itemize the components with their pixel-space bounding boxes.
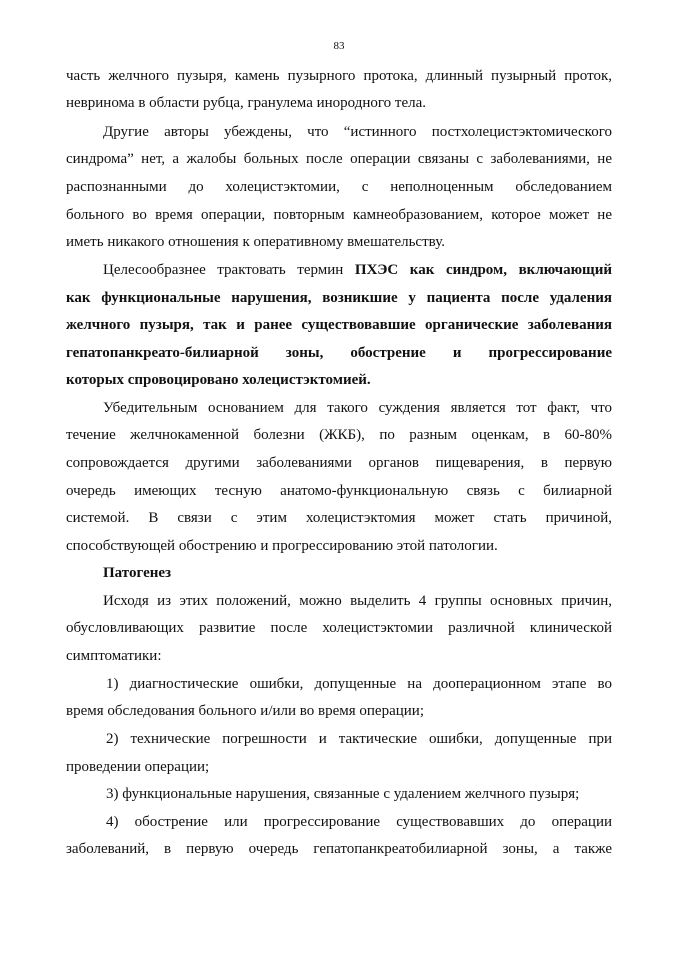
- paragraph-4-line-5: системой. В связи с этим холецистэктомия может стать причиной,: [66, 510, 612, 526]
- list-item-1-line-2: время обследования больного и/или во время операции;: [66, 703, 425, 719]
- paragraph-3-line-4: гепатопанкреато-билиарной зоны, обострение и прогрессирование: [66, 345, 612, 361]
- list-item-3-line-1: 3) функциональные нарушения, связанные с удалением желчного пузыря;: [106, 786, 580, 802]
- paragraph-4-line-3: сопровождается другими заболеваниями органов пищеварения, в первую: [66, 455, 612, 471]
- paragraph-5-line-1: Исходя из этих положений, можно выделить 4 группы основных причин,: [103, 593, 612, 609]
- paragraph-3-line-1-normal: Целесообразнее трактовать термин: [103, 262, 355, 278]
- paragraph-4-line-2: течение желчнокаменной болезни (ЖКБ), по разным оценкам, в 60-80%: [66, 427, 612, 443]
- list-item-4-line-1: 4) обострение или прогрессирование существовавших до операции: [106, 814, 612, 830]
- page-number: 83: [333, 40, 345, 52]
- paragraph-1-line-2: невринома в области рубца, гранулема инородного тела.: [66, 95, 427, 111]
- paragraph-4-line-6: способствующей обострению и прогрессированию этой патологии.: [66, 538, 498, 554]
- paragraph-5-line-2: обусловливающих развитие после холецистэктомии различной клинической: [66, 620, 612, 636]
- paragraph-5-line-3: симптоматики:: [66, 648, 162, 664]
- paragraph-2-line-1: Другие авторы убеждены, что “истинного постхолецистэктомического: [103, 124, 612, 140]
- paragraph-3-line-5: которых спровоцировано холецистэктомией.: [66, 372, 371, 388]
- section-heading-pathogenesis: Патогенез: [103, 565, 172, 581]
- list-item-1-line-1: 1) диагностические ошибки, допущенные на дооперационном этапе во: [106, 676, 612, 692]
- paragraph-3-line-2: как функциональные нарушения, возникшие у пациента после удаления: [66, 290, 612, 306]
- list-item-2-line-2: проведении операции;: [66, 759, 210, 775]
- paragraph-3-line-1: [103, 260, 612, 280]
- paragraph-3-line-3: желчного пузыря, так и ранее существовавшие органические заболевания: [66, 317, 612, 333]
- paragraph-1-line-1: часть желчного пузыря, камень пузырного протока, длинный пузырный проток,: [66, 68, 612, 84]
- paragraph-2-line-5: иметь никакого отношения к оперативному вмешательству.: [66, 234, 445, 250]
- paragraph-2-line-2: синдрома” нет, а жалобы больных после операции связаны с заболеваниями, не: [66, 151, 612, 167]
- paragraph-2-line-3: распознанными до холецистэктомии, с неполноценным обследованием: [66, 179, 612, 195]
- list-item-4-line-2: заболеваний, в первую очередь гепатопанкреатобилиарной зоны, а также: [66, 841, 612, 857]
- list-item-2-line-1: 2) технические погрешности и тактические ошибки, допущенные при: [106, 731, 612, 747]
- paragraph-3-line-1-bold: ПХЭС как синдром, включающий: [354, 262, 612, 278]
- paragraph-4-line-4: очередь имеющих тесную анатомо-функциональную связь с билиарной: [66, 483, 612, 499]
- paragraph-4-line-1: Убедительным основанием для такого суждения является тот факт, что: [103, 400, 612, 416]
- paragraph-2-line-4: больного во время операции, повторным камнеобразованием, которое может не: [66, 207, 612, 223]
